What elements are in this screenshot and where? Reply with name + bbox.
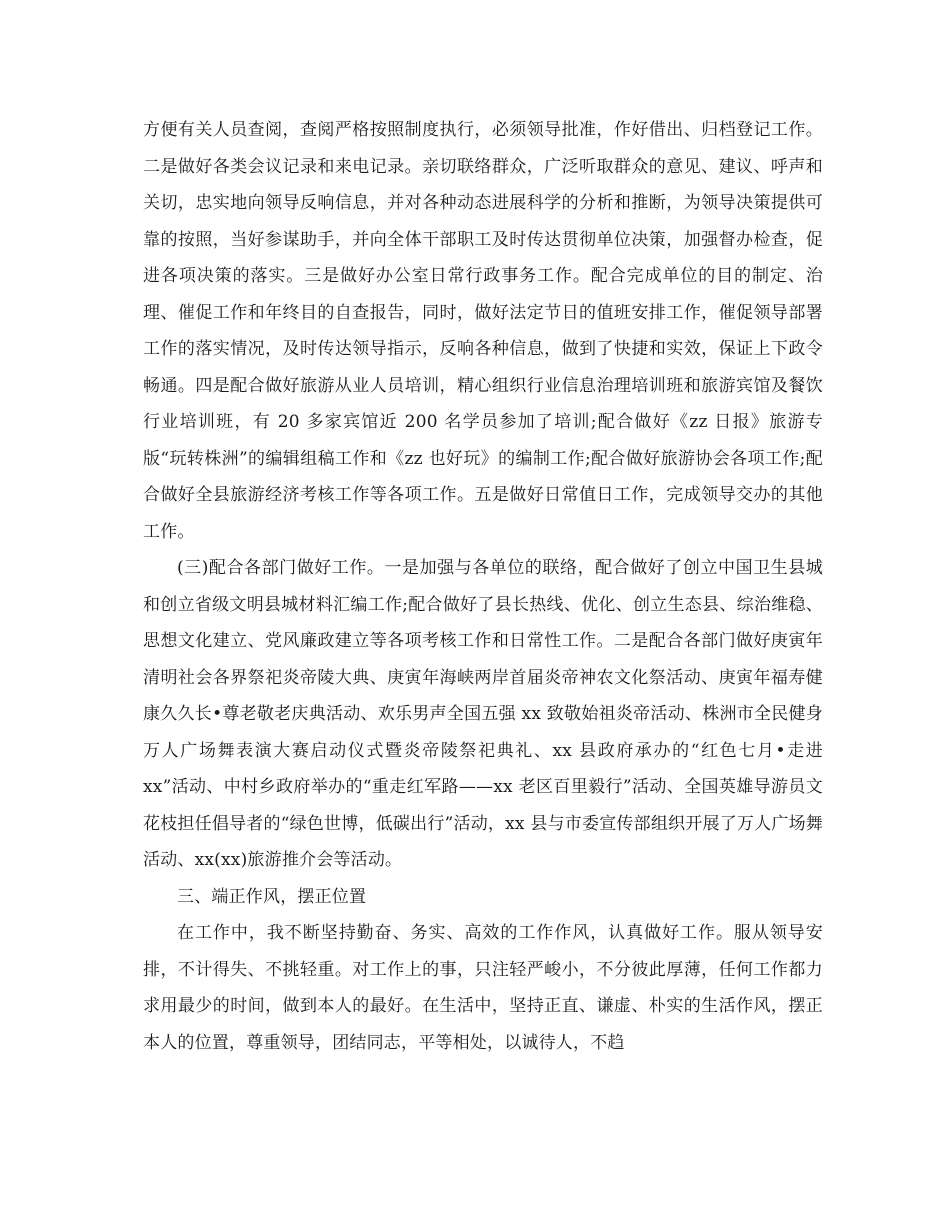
paragraph-work-style: 在工作中，我不断坚持勤奋、务实、高效的工作作风，认真做好工作。服从领导安排，不计得失、不挑轻重。对工作上的事，只注轻严峻小，不分彼此厚薄，任何工作都力求用最少的时间，做到本人的最好。在生活中，坚持正直、谦虚、朴实的生活作风，摆正本人的位置，尊重领导，团结同志，平等相处，以诚待人，不趋 (143, 923, 823, 1053)
document-body (143, 112, 823, 1061)
paragraph-office-duties: 方便有关人员查阅，查阅严格按照制度执行，必须领导批准，作好借出、归档登记工作。二是做好各类会议记录和来电记录。亲切联络群众，广泛听取群众的意见、建议、呼声和关切，忠实地向领导反响信息，并对各种动态进展科学的分析和推断，为领导决策提供可靠的按照，当好参谋助手，并向全体干部职工及时传达贯彻单位决策，加强督办检查，促进各项决策的落实。三是做好办公室日常行政事务工作。配合完成单位的目的制定、治理、催促工作和年终目的自查报告，同时，做好法定节日的值班安排工作，催促领导部署工作的落实情况，及时传达领导指示，反响各种信息，做到了快捷和实效，保证上下政令畅通。四是配合做好旅游从业人员培训，精心组织行业信息治理培训班和旅游宾馆及餐饮行业培训班，有 20 多家宾馆近 200 名学员参加了培训;配合做好《zz 日报》旅游专版“玩转株洲”的编辑组稿工作和《zz 也好玩》的编制工作;配合做好旅游协会各项工作;配合做好全县旅游经济考核工作等各项工作。五是做好日常值日工作，完成领导交办的其他工作。 (143, 120, 823, 542)
section-heading-work-style: 三、端正作风，摆正位置 (177, 886, 367, 907)
paragraph-department-cooperation: (三)配合各部门做好工作。一是加强与各单位的联络，配合做好了创立中国卫生县城和创立省级文明县城材料汇编工作;配合做好了县长热线、优化、创立生态县、综治维稳、思想文化建立、党风廉政建立等各项考核工作和日常性工作。二是配合各部门做好庚寅年清明社会各界祭祀炎帝陵大典、庚寅年海峡两岸首届炎帝神农文化祭活动、庚寅年福寿健康久久长•尊老敬老庆典活动、欢乐男声全国五强 xx 致敬始祖炎帝活动、株洲市全民健身万人广场舞表演大赛启动仪式暨炎帝陵祭祀典礼、xx 县政府承办的“红色七月•走进 xx”活动、中村乡政府举办的“重走红军路——xx 老区百里毅行”活动、全国英雄导游员文花枝担任倡导者的“绿色世博，低碳出行”活动，xx 县与市委宣传部组织开展了万人广场舞活动、xx(xx)旅游推介会等活动。 (143, 558, 823, 870)
